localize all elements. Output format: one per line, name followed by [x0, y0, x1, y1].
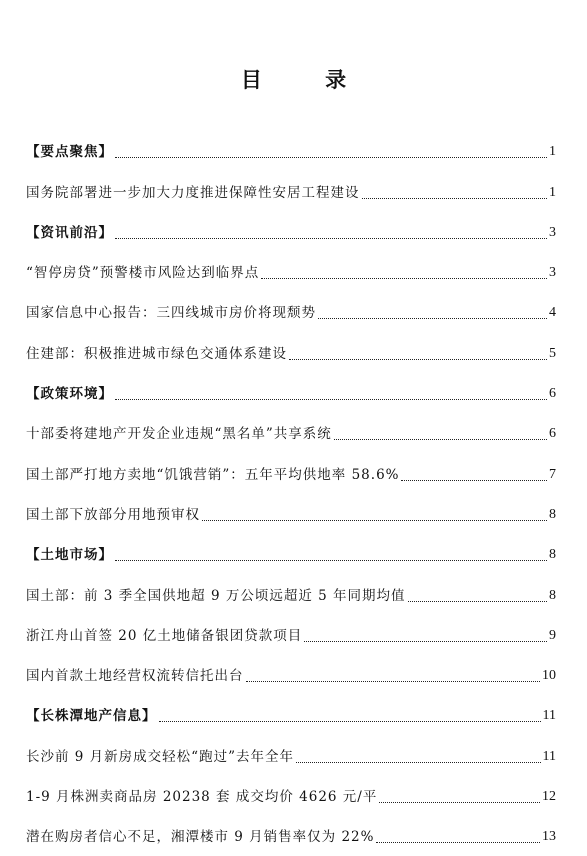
toc-entry[interactable]	[26, 368, 556, 408]
table-of-contents	[26, 126, 556, 851]
toc-entry-title: 国内首款土地经营权流转信托出台	[26, 668, 244, 685]
toc-entry-title: 长沙前 9 月新房成交轻松“跑过”去年全年	[26, 748, 294, 765]
toc-dot-leader	[115, 238, 547, 239]
toc-dot-leader	[202, 520, 547, 521]
toc-entry-page: 8	[549, 587, 556, 603]
toc-dot-leader	[289, 359, 547, 360]
toc-entry-page: 3	[549, 265, 556, 281]
toc-entry-page: 7	[549, 466, 556, 482]
toc-entry-page: 9	[549, 627, 556, 643]
toc-entry[interactable]	[26, 207, 556, 247]
toc-dot-leader	[376, 842, 540, 843]
toc-dot-leader	[261, 278, 547, 279]
toc-entry[interactable]	[26, 569, 556, 609]
toc-entry-page: 10	[542, 668, 556, 684]
toc-dot-leader	[304, 641, 547, 642]
toc-entry-title: 浙江舟山首签 20 亿土地储备银团贷款项目	[26, 627, 303, 644]
toc-dot-leader	[115, 560, 547, 561]
page-title: 目 录	[240, 67, 375, 92]
toc-entry[interactable]	[26, 690, 556, 730]
toc-entry[interactable]	[26, 448, 556, 488]
toc-entry-title: 【政策环境】	[26, 386, 113, 403]
toc-entry[interactable]	[26, 730, 556, 770]
toc-entry-title: 【长株潭地产信息】	[26, 708, 157, 725]
toc-entry-page: 1	[549, 144, 556, 160]
toc-entry-title: 国务院部署进一步加大力度推进保障性安居工程建设	[26, 184, 360, 201]
toc-entry-title: 1-9 月株洲卖商品房 20238 套 成交均价 4626 元/平	[26, 789, 378, 806]
toc-dot-leader	[379, 802, 540, 803]
toc-entry[interactable]	[26, 126, 556, 166]
toc-entry[interactable]	[26, 650, 556, 690]
toc-entry-page: 8	[549, 506, 556, 522]
toc-entry[interactable]	[26, 610, 556, 650]
toc-entry-page: 3	[549, 224, 556, 240]
toc-entry[interactable]	[26, 811, 556, 851]
toc-entry-title: 国土部：前 3 季全国供地超 9 万公顷远超近 5 年同期均值	[26, 587, 406, 604]
toc-entry-page: 12	[542, 789, 556, 805]
toc-entry-page: 6	[549, 386, 556, 402]
toc-entry-page: 1	[549, 184, 556, 200]
toc-dot-leader	[334, 439, 547, 440]
toc-entry-title: 国土部下放部分用地预审权	[26, 506, 200, 523]
toc-entry-title: 住建部：积极推进城市绿色交通体系建设	[26, 345, 287, 362]
toc-entry-page: 11	[542, 748, 556, 764]
toc-entry[interactable]	[26, 166, 556, 206]
toc-entry-title: 国家信息中心报告：三四线城市房价将现颓势	[26, 305, 316, 322]
toc-dot-leader	[159, 721, 541, 722]
toc-entry[interactable]	[26, 529, 556, 569]
toc-dot-leader	[246, 681, 541, 682]
toc-entry-page: 8	[549, 547, 556, 563]
toc-dot-leader	[408, 601, 547, 602]
toc-entry-page: 4	[549, 305, 556, 321]
toc-entry-title: 潜在购房者信心不足，湘潭楼市 9 月销售率仅为 22%	[26, 829, 375, 846]
toc-entry-page: 6	[549, 426, 556, 442]
toc-entry-title: 国土部严打地方卖地“饥饿营销”：五年平均供地率 58.6%	[26, 466, 400, 483]
toc-entry[interactable]	[26, 287, 556, 327]
toc-entry-title: 【要点聚焦】	[26, 144, 113, 161]
toc-entry-page: 13	[542, 829, 556, 845]
toc-entry-title: “智停房贷”预警楼市风险达到临界点	[26, 265, 260, 282]
toc-entry[interactable]	[26, 327, 556, 367]
toc-entry[interactable]	[26, 489, 556, 529]
toc-dot-leader	[318, 318, 547, 319]
toc-dot-leader	[362, 198, 548, 199]
toc-entry-page: 11	[542, 708, 556, 724]
toc-entry[interactable]	[26, 247, 556, 287]
toc-dot-leader	[115, 157, 547, 158]
toc-dot-leader	[115, 399, 547, 400]
toc-entry[interactable]	[26, 771, 556, 811]
toc-entry-title: 十部委将建地产开发企业违规“黑名单”共享系统	[26, 426, 332, 443]
toc-dot-leader	[401, 480, 547, 481]
toc-entry-title: 【土地市场】	[26, 547, 113, 564]
toc-entry-title: 【资讯前沿】	[26, 224, 113, 241]
toc-dot-leader	[296, 762, 541, 763]
toc-entry[interactable]	[26, 408, 556, 448]
toc-entry-page: 5	[549, 345, 556, 361]
